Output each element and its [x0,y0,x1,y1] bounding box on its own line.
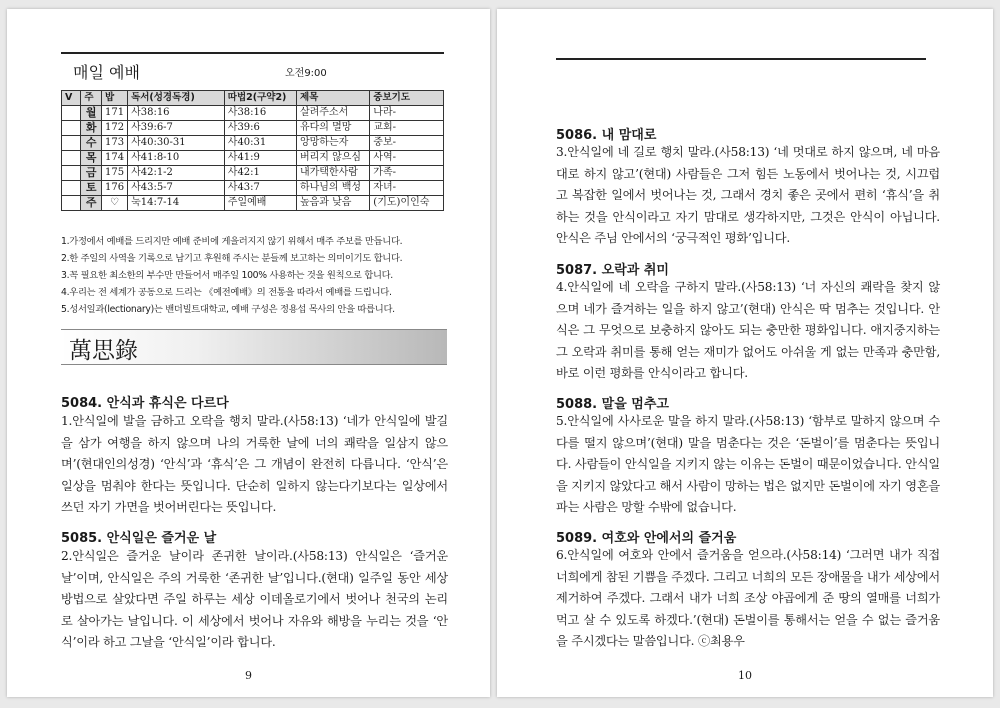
top-rule [556,58,926,60]
entry-title: 5084. 안식과 휴식은 다르다 [61,396,229,411]
hymn-number-cell: 175 [101,166,127,181]
reading2-cell: 사40:31 [224,136,296,151]
hymn-number-cell: 171 [101,106,127,121]
section-title: 萬思錄 [69,338,138,364]
page-number: 10 [738,669,752,682]
prayer-cell: 나라- [370,106,444,121]
prayer-cell: 자녀- [370,181,444,196]
subject-cell: 높음과 낮음 [296,196,369,211]
table-row [62,151,444,166]
table-header-row [62,91,444,106]
prayer-cell: 사역- [370,151,444,166]
subject-cell: 앙망하는자 [296,136,369,151]
day-cell: 금 [81,166,102,181]
entry-body: 4.안식일에 네 오락을 구하지 말라.(사58:13) ‘너 자신의 쾌락을 찾지 않으며 네가 즐겨하는 일을 하지 않고’(현대) 안식은 딱 멈추는 것입니다. 안식은 그 무엇으로 보충하지 않아도 되는 충만한 평화입니다. 애지중지하는 그 오락과 취미를 통해 얻는 재미가 없어도 아쉬울 게 없는 만족과 충만함, 바로 이런 평화를 안식이라고 합니다. [556,280,940,380]
reading-cell: 사42:1-2 [128,166,225,181]
reading2-cell: 사42:1 [224,166,296,181]
reading-cell: 사43:5-7 [128,181,225,196]
subject-cell: 유다의 멸망 [296,121,369,136]
prayer-cell: 가족- [370,166,444,181]
entry-body: 6.안식일에 여호와 안에서 즐거움을 얻으라.(사58:14) ‘그러면 내가 직접 너희에게 참된 기쁨을 주겠다. 그리고 너희의 모든 장애물을 내가 세상에서 제거하여 주겠다. 그래서 내가 너희 조상 야곱에게 준 땅의 열매를 너희가 먹고 살 수 있도록 하겠다.’(현대) 돈벌이를 통해서는 얻을 수 없는 즐거움을 주시겠다는 말씀입니다. ⓒ최용우 [556,548,940,648]
check-cell [62,181,81,196]
worship-time: 오전9:00 [285,68,327,79]
reading2-cell: 주일예배 [224,196,296,211]
check-cell [62,106,81,121]
reading2-cell: 사38:16 [224,106,296,121]
hymn-number-cell: 173 [101,136,127,151]
reading-cell: 사41:8-10 [128,151,225,166]
column-header: 제목 [296,91,369,106]
reading-cell: 사38:16 [128,106,225,121]
note-item: 4.우리는 전 세계가 공동으로 드리는 《예전예배》의 전통을 따라서 예배를 드립니다. [61,287,392,298]
column-header: 독서(성경독경) [128,91,225,106]
entry-body: 5.안식일에 사사로운 말을 하지 말라.(사58:13) ‘함부로 말하지 않으며 수다를 떨지 않으며’(현대) 말을 멈춘다는 것은 ‘돈벌이’를 멈춘다는 뜻입니다. 사람들이 안식일을 지키지 않는 이유는 돈벌이 때문이었습니다. 안식일을 지키지 않았다고 해서 사람이 망하는 법은 없지만 돈벌이에 자기 영혼을 파는 사람은 망할 수밖에 없습니다. [556,414,940,514]
entry-title: 5087. 오락과 취미 [556,263,669,278]
table-row [62,106,444,121]
reading-cell: 눅14:7-14 [128,196,225,211]
entry-title: 5086. 내 맘대로 [556,128,657,143]
column-header: 밥 [101,91,127,106]
table-row [62,166,444,181]
reading2-cell: 사39:6 [224,121,296,136]
column-header: 주 [81,91,102,106]
notes-list [61,233,461,318]
check-cell [62,136,81,151]
subject-cell: 살려주소서 [296,106,369,121]
reading2-cell: 사43:7 [224,181,296,196]
table-row [62,136,444,151]
table-row [62,121,444,136]
worship-header [61,52,444,82]
entry-body: 2.안식일은 즐거운 날이라 존귀한 날이라.(사58:13) 안식일은 ‘즐거운 날’이며, 안식일은 주의 거룩한 ‘존귀한 날’입니다.(현대) 일주일 동안 세상 방법으로 살았다면 주일 하루는 세상 이데올로기에서 벗어나 천국의 논리로 살아가는 날입니다. 이 세상에서 벗어나 자유와 해방을 누리는 것을 ‘안식’이라 하고 그날을 ‘안식일’이라 합니다. [61,549,448,649]
left-page [7,9,490,697]
reading-cell: 사40:30-31 [128,136,225,151]
day-cell: 월 [81,106,102,121]
entry-title: 5089. 여호와 안에서의 즐거움 [556,531,737,546]
entry-body: 1.안식일에 발을 금하고 오락을 행치 말라.(사58:13) ‘네가 안식일에 발길을 삼가 여행을 하지 않으며 나의 거룩한 날에 너의 쾌락을 일삼지 않으며’(현대인의성경) ‘안식’과 ‘휴식’은 그 개념이 완전히 다릅니다. ‘안식’은 일상을 멈춰야 한다는 뜻입니다. 단순히 일하지 않는다기보다는 일상에서 쓰던 자기 가면을 벗어버린다는 뜻입니다. [61,414,448,514]
day-cell: 주 [81,196,102,211]
day-cell: 화 [81,121,102,136]
check-cell [62,151,81,166]
note-item: 1.가정에서 예배를 드리지만 예배 준비에 게을러지지 않기 위해서 매주 주보를 만듭니다. [61,236,403,247]
table-row [62,181,444,196]
right-page [497,9,993,697]
day-cell: 수 [81,136,102,151]
prayer-cell: (기도)이인숙 [370,196,444,211]
subject-cell: 하나님의 백성 [296,181,369,196]
note-item: 2.한 주일의 사역을 기록으로 남기고 후원해 주시는 분들께 보고하는 의미이기도 합니다. [61,253,403,264]
check-cell [62,196,81,211]
subject-cell: 내가택한사람 [296,166,369,181]
column-header: 중보기도 [370,91,444,106]
check-cell [62,166,81,181]
reading-cell: 사39:6-7 [128,121,225,136]
note-item: 3.꼭 필요한 최소한의 부수만 만들어서 매주일 100% 사용하는 것을 원칙으로 합니다. [61,270,393,281]
hymn-number-cell: 172 [101,121,127,136]
entry-title: 5088. 말을 멈추고 [556,397,669,412]
check-cell [62,121,81,136]
hymn-number-cell: 176 [101,181,127,196]
heart-icon: ♡ [101,196,127,211]
entry-body: 3.안식일에 네 길로 행치 말라.(사58:13) ‘네 멋대로 하지 않으며, 네 마음대로 하지 않고’(현대) 사람들은 그저 힘든 노동에서 벗어나는 것, 시끄럽고 복잡한 일에서 벗어나는 것, 그래서 경치 좋은 곳에서 편히 ‘휴식’을 취하는 것을 안식이라고 자기 맘대로 생각하지만, 그것은 안식이 아닙니다. 안식은 주님 안에서의 ‘궁극적인 평화’입니다. [556,145,940,245]
worship-title: 매일 예배 [73,63,140,82]
worship-schedule-table [61,90,444,211]
section-banner [61,329,447,365]
day-cell: 토 [81,181,102,196]
prayer-cell: 교회- [370,121,444,136]
day-cell: 목 [81,151,102,166]
reading2-cell: 사41:9 [224,151,296,166]
table-row [62,196,444,211]
note-item: 5.성서일과(lectionary)는 밴더빌트대학교, 예배 구성은 정용섭 목사의 안을 따릅니다. [61,304,395,315]
subject-cell: 버리지 않으심 [296,151,369,166]
prayer-cell: 중보- [370,136,444,151]
column-header: V [62,91,81,106]
entry-title: 5085. 안식일은 즐거운 날 [61,531,217,546]
page-number: 9 [245,669,252,682]
hymn-number-cell: 174 [101,151,127,166]
column-header: 따법2(구약2) [224,91,296,106]
